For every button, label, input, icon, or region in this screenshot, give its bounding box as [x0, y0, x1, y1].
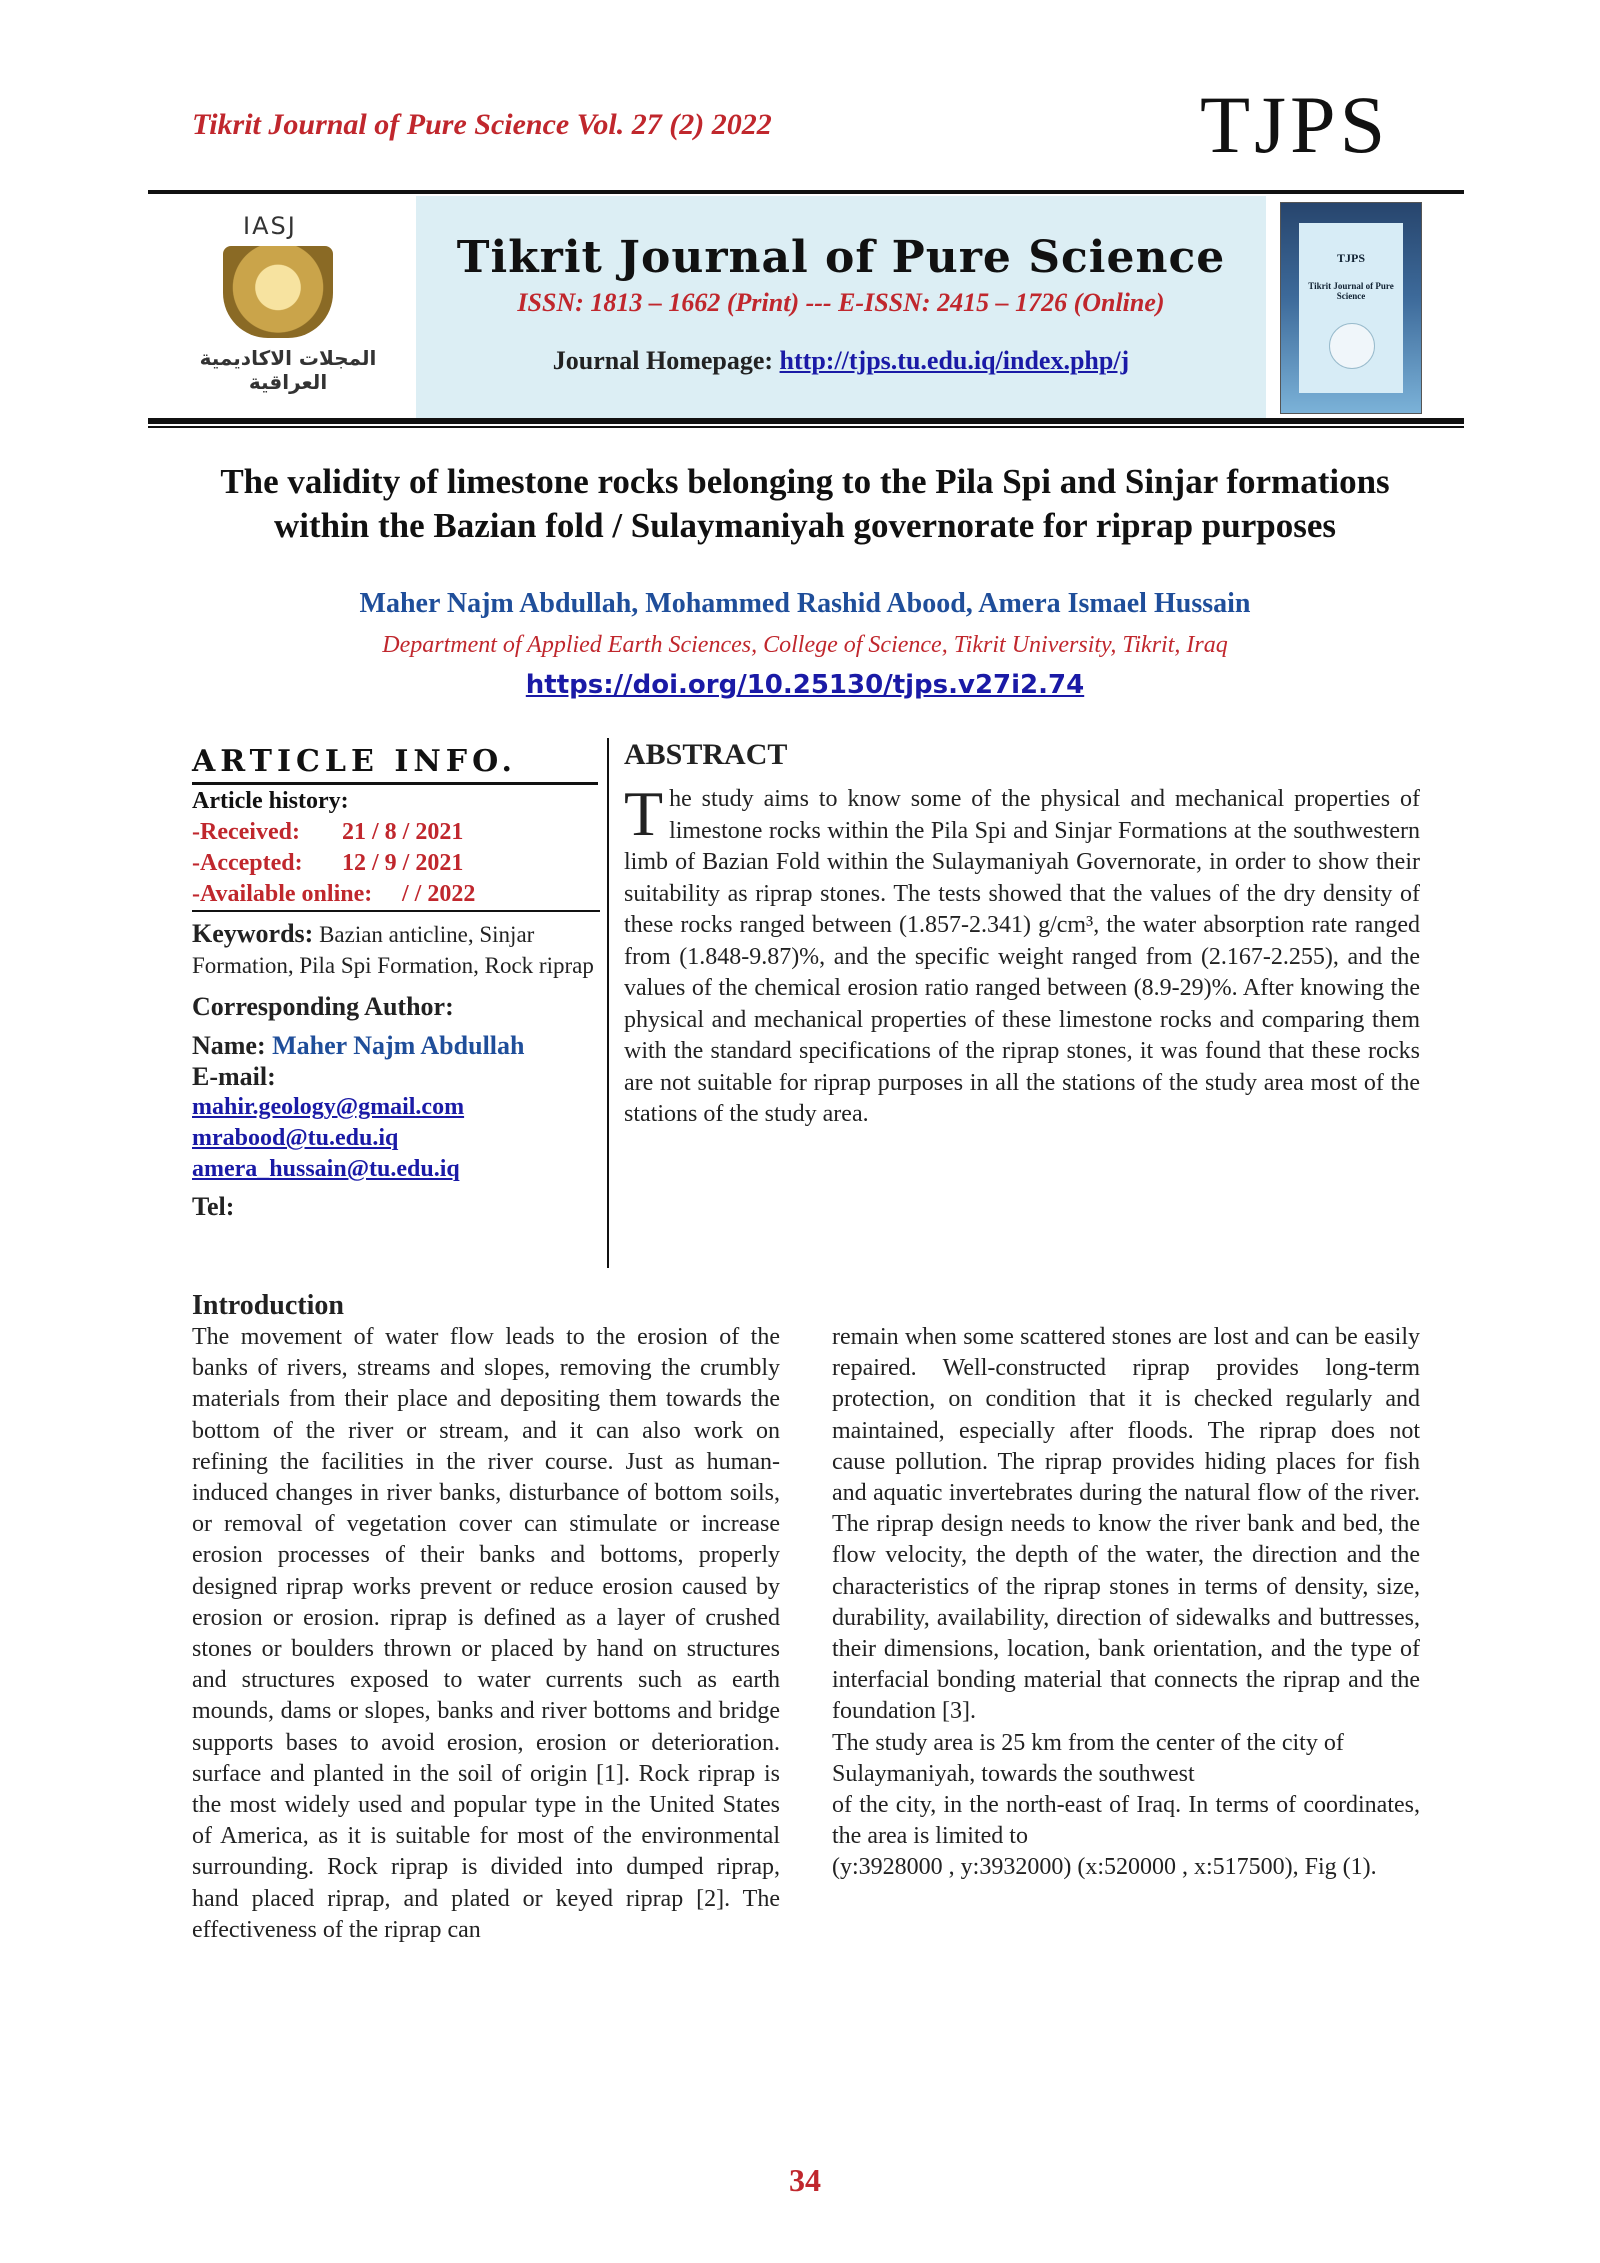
introduction-right-column [832, 1322, 1420, 1884]
header-rule-bottom-thin [148, 426, 1464, 428]
page-number: 34 [789, 2162, 821, 2198]
email-label: E-mail: [192, 1062, 276, 1091]
iasj-label: IASJ [243, 212, 297, 240]
journal-cover[interactable] [1270, 196, 1464, 418]
author-name-line [192, 1030, 600, 1061]
name-value: Maher Najm Abdullah [272, 1031, 525, 1060]
email-link[interactable]: mahir.geology@gmail.com [192, 1094, 465, 1120]
keywords-value: Bazian anticline, Sinjar Formation, Pila Spi Formation, Rock riprap [192, 922, 594, 978]
homepage-link[interactable]: http://tjps.tu.edu.iq/index.php/j [779, 346, 1130, 375]
cover-image [1280, 202, 1422, 414]
introduction-paragraph: The movement of water flow leads to the erosion of the banks of rivers, streams and slopes, removing the crumbly materials from their place and depositing them towards the bottom of the river or stream, and it can also work on refining the facilities in the river course. Just as human-induced changes in river banks, disturbance of bottom soils, or removal of vegetation cover can stimulate or increase erosion processes of their banks and bottoms, properly designed riprap works prevent or reduce erosion caused by erosion or erosion. riprap is defined as a layer of crushed stones or boulders thrown or placed by hand on structures and structures exposed to water currents such as earth mounds, dams or slopes, banks and river bottoms and bridge supports bases to avoid erosion, erosion or deterioration. surface and planted in the soil of origin [1]. Rock riprap is the most widely used and popular type in the United States of America, as it is suitable for most of the environmental surrounding. Rock riprap is divided into dumped riprap, hand placed riprap, and plated or keyed riprap [2]. The effectiveness of the riprap can [192, 1324, 780, 1943]
homepage-label: Journal Homepage: [552, 346, 774, 375]
header-rule-bottom [148, 418, 1464, 424]
name-label: Name: [192, 1031, 266, 1060]
introduction-paragraph: The study area is 25 km from the center of the city of Sulaymaniyah, towards the southwest [832, 1729, 1344, 1787]
journal-banner [148, 196, 1464, 418]
introduction-paragraph: of the city, in the north-east of Iraq. In terms of coordinates, the area is limited to [832, 1792, 1420, 1850]
introduction-paragraph: remain when some scattered stones are lost and can be easily repaired. Well-constructed riprap provides long-term protection, on condition that it is checked regularly and maintained, especially after floods. The riprap does not cause pollution. The riprap provides hiding places for fish and aquatic invertebrates during the natural flow of the river. The riprap design needs to know the river bank and bed, the flow velocity, the depth of the water, the direction and the characteristics of the riprap stones in terms of density, size, durability, availability, direction of sidewalks and buttresses, their dimensions, location, bank orientation, and the type of interfacial bonding material that connects the riprap and the foundation [3]. [832, 1324, 1420, 1725]
header-rule-top [148, 190, 1464, 194]
article-doi [170, 670, 1440, 700]
corresponding-author-label: Corresponding Author: [192, 992, 454, 1021]
keywords-label: Keywords: [192, 919, 314, 948]
journal-name: Tikrit Journal of Pure Science [456, 232, 1226, 283]
article-info-panel [192, 786, 600, 1222]
banner-center [416, 196, 1266, 418]
iasj-logo[interactable] [148, 196, 413, 418]
accepted-label: -Accepted: [192, 850, 303, 876]
tel-label: Tel: [192, 1192, 235, 1221]
online-label: -Available online: [192, 881, 373, 907]
received-value: 21 / 8 / 2021 [342, 819, 464, 845]
email-link[interactable]: amera_hussain@tu.edu.iq [192, 1156, 460, 1182]
cover-tjps: TJPS [1336, 251, 1365, 265]
keywords [192, 918, 600, 981]
received-label: -Received: [192, 819, 300, 845]
doi-link[interactable]: https://doi.org/10.25130/tjps.v27i2.74 [525, 670, 1085, 700]
cover-emblem-icon [1329, 323, 1375, 369]
issn-line: ISSN: 1813 – 1662 (Print) --- E-ISSN: 2415 – 1726 (Online) [517, 288, 1165, 317]
running-head: Tikrit Journal of Pure Science Vol. 27 (2) 2022 [192, 108, 772, 141]
introduction-left-column [192, 1322, 780, 1946]
iasj-emblem-icon [223, 246, 333, 338]
accepted-value: 12 / 9 / 2021 [342, 850, 464, 876]
email-link[interactable]: mrabood@tu.edu.iq [192, 1125, 399, 1151]
history-received [192, 817, 600, 848]
abstract-text: he study aims to know some of the physical and mechanical properties of limestone rocks within the Pila Spi and Sinjar Formations at the southwestern limb of Bazian Fold within the Sulaymaniyah Governorate, in order to show their suitability as riprap stones. The tests showed that the values of the dry density of these rocks ranged between (1.857-2.341) g/cm³, the water absorption rate ranged from (1.848-9.87)%, and the specific weight ranged from (2.167-2.255), and the values of the chemical erosion ratio ranged between (8.9-29)%. After knowing the physical and mechanical properties of these limestone rocks and comparing them with the standard specifications of the riprap stones, it was found that these rocks are not suitable for riprap purposes in all the stations of the study area most of the stations of the study area. [624, 786, 1420, 1127]
article-info-heading: ARTICLE INFO. [192, 744, 517, 779]
introduction-paragraph: (y:3928000 , y:3932000) (x:520000 , x:517500), Fig (1). [832, 1854, 1377, 1881]
cover-inner [1299, 223, 1403, 393]
history-label: Article history: [192, 788, 349, 814]
column-divider [607, 738, 609, 1268]
article-title: The validity of limestone rocks belonging to the Pila Spi and Sinjar formations within the Bazian fold / Sulaymaniyah governorate for riprap purposes [220, 462, 1390, 545]
article-authors: Maher Najm Abdullah, Mohammed Rashid Abood, Amera Ismael Hussain [359, 588, 1251, 619]
journal-logo-text: TJPS [1200, 79, 1390, 170]
abstract-dropcap: T [624, 778, 664, 849]
homepage-line [416, 346, 1266, 376]
introduction-heading: Introduction [192, 1290, 344, 1321]
article-info-rule [192, 782, 598, 785]
iasj-arabic-label: المجلات الاكاديمية العراقية [199, 346, 377, 394]
abstract-heading: ABSTRACT [624, 738, 788, 771]
history-online [192, 879, 600, 912]
abstract-body [624, 778, 1420, 1131]
cover-title: Tikrit Journal of Pure Science [1308, 281, 1394, 301]
article-affiliation: Department of Applied Earth Sciences, College of Science, Tikrit University, Tikrit, Iraq [382, 632, 1228, 658]
history-accepted [192, 848, 600, 879]
online-value: / / 2022 [402, 881, 476, 907]
